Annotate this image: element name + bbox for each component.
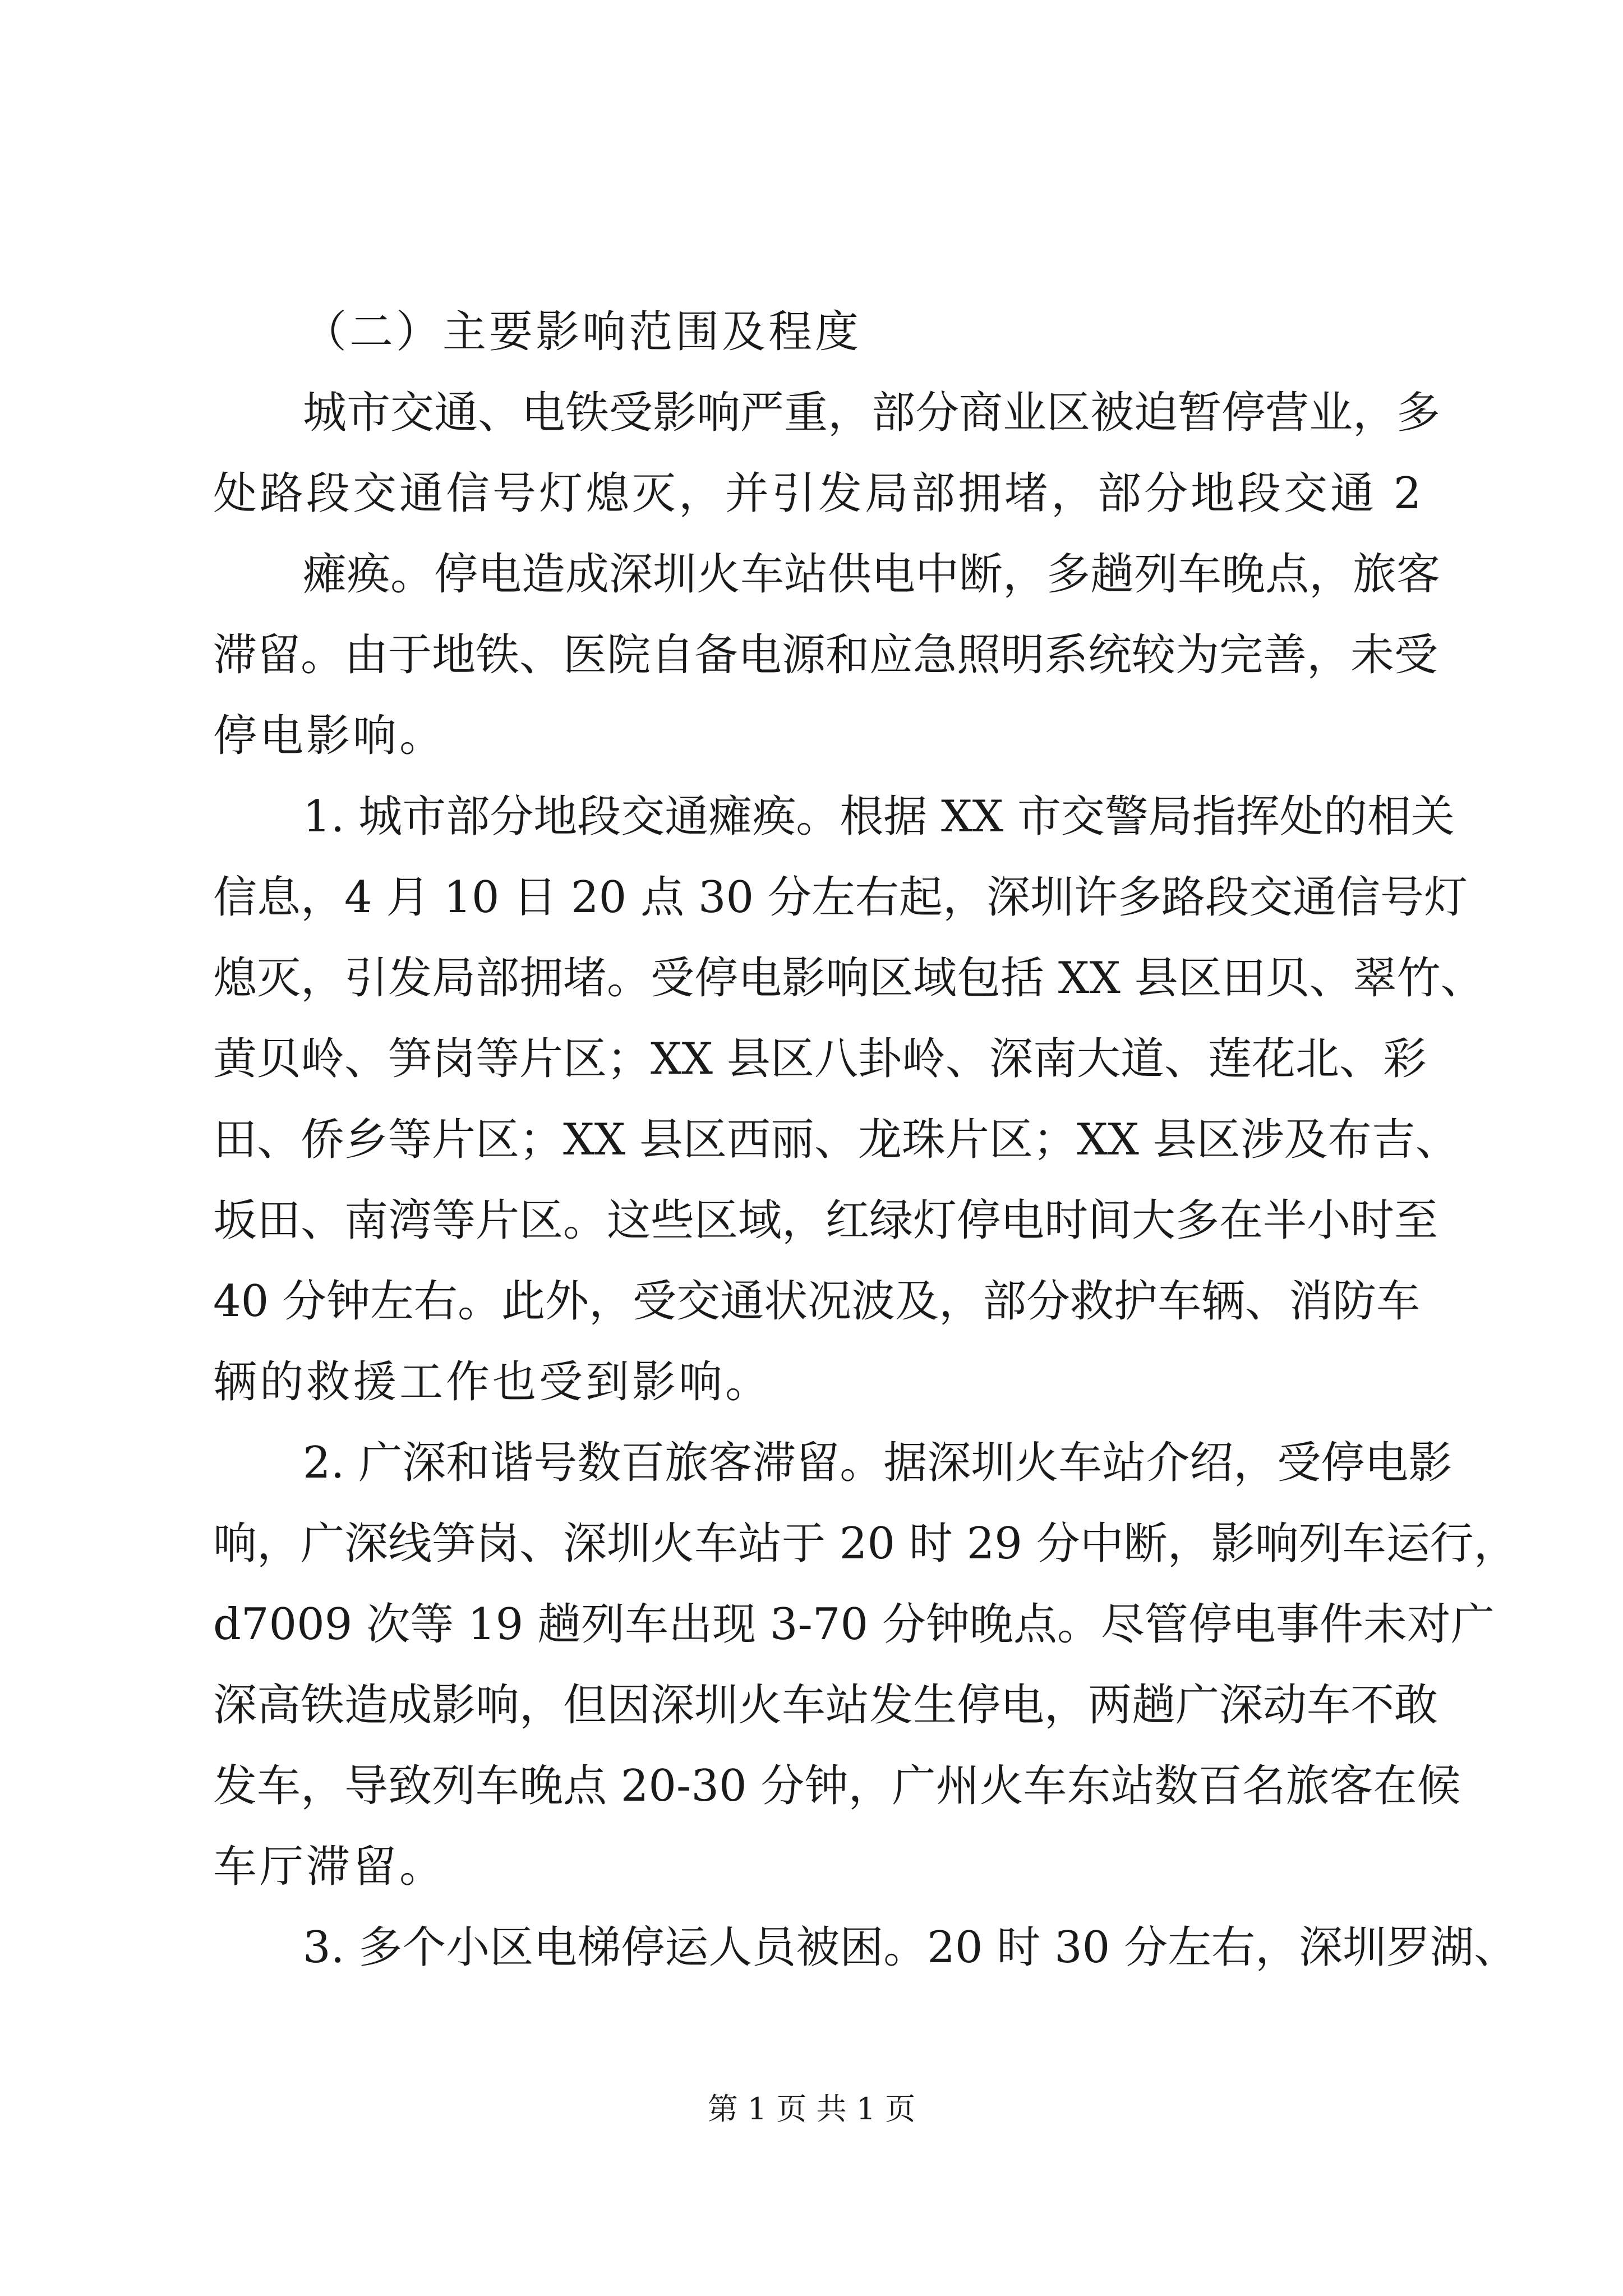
paragraph	[213, 776, 1484, 1423]
paragraph	[213, 1423, 1518, 1907]
text-line: 城市交通、电铁受影响严重，部分商业区被迫暂停营业，多	[303, 388, 1441, 438]
text-line: 处路段交通信号灯熄灭，并引发局部拥堵，部分地段交通 2	[213, 468, 1424, 519]
text-line: d7009 次等 19 趟列车出现 3-70 分钟晚点。尽管停电事件未对广	[213, 1599, 1495, 1650]
text-line: 40 分钟左右。此外，受交通状况波及，部分救护车辆、消防车	[213, 1276, 1421, 1327]
text-line: 滞留。由于地铁、医院自备电源和应急照明系统较为完善，未受	[213, 630, 1438, 680]
text-line: 熄灭，引发局部拥堵。受停电影响区域包括 XX 县区田贝、翠竹、	[213, 953, 1484, 1004]
text-line: 深高铁造成影响，但因深圳火车站发生停电，两趟广深动车不敢	[213, 1680, 1438, 1731]
page-footer: 第 1 页 共 1 页	[707, 2091, 916, 2127]
text-line: 车厅滞留。	[213, 1842, 446, 1892]
text-line: 坂田、南湾等片区。这些区域，红绿灯停电时间大多在半小时至	[213, 1195, 1438, 1246]
text-line: 2. 广深和谐号数百旅客滞留。据深圳火车站介绍，受停电影	[303, 1438, 1453, 1488]
paragraph	[213, 534, 1441, 776]
paragraph	[213, 372, 1441, 534]
text-line: 响，广深线笋岗、深圳火车站于 20 时 29 分中断，影响列车运行，	[213, 1519, 1518, 1569]
text-line: 3. 多个小区电梯停运人员被困。20 时 30 分左右，深圳罗湖、	[303, 1922, 1518, 1973]
section-heading: （二）主要影响范围及程度	[303, 307, 862, 357]
text-line: 瘫痪。停电造成深圳火车站供电中断，多趟列车晚点，旅客	[303, 549, 1441, 600]
text-line: 1. 城市部分地段交通瘫痪。根据 XX 市交警局指挥处的相关	[303, 792, 1455, 842]
text-line: 信息，4 月 10 日 20 点 30 分左右起，深圳许多路段交通信号灯	[213, 872, 1468, 923]
text-line: 发车，导致列车晚点 20-30 分钟，广州火车东站数百名旅客在候	[213, 1761, 1461, 1811]
text-line: 田、侨乡等片区；XX 县区西丽、龙珠片区；XX 县区涉及布吉、	[213, 1115, 1459, 1165]
text-line: 停电影响。	[213, 711, 446, 761]
text-line: 黄贝岭、笋岗等片区；XX 县区八卦岭、深南大道、莲花北、彩	[213, 1034, 1427, 1084]
text-line: 辆的救援工作也受到影响。	[213, 1357, 772, 1407]
paragraph	[213, 1907, 1518, 1988]
document-body	[213, 292, 1518, 1988]
